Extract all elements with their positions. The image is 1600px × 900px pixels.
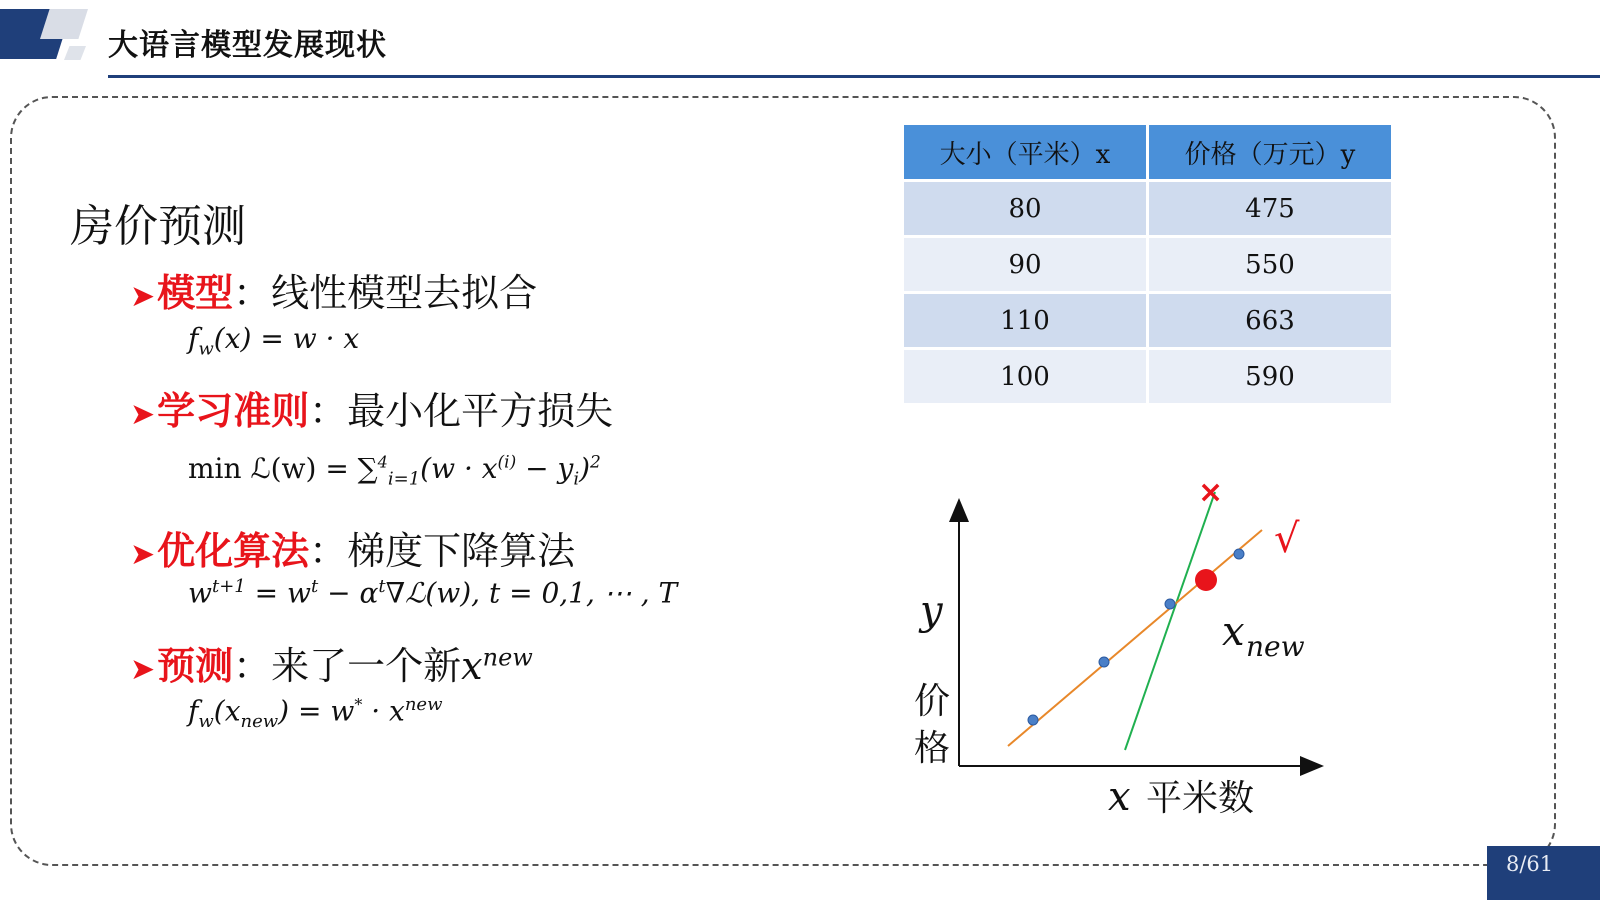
bullet-text: ：线性模型去拟合 [233, 271, 538, 315]
table-row [904, 182, 1394, 238]
page-number: 8/61 [1506, 852, 1554, 876]
arrow-bullet-icon: ➤ [130, 397, 156, 432]
table-header-price: 价格（万元）y [1149, 125, 1394, 182]
formula-model: $f_w(x) = w \cdot x$ [188, 322, 360, 360]
wrong-fit-line [1125, 492, 1215, 750]
bullet-keyword: 学习准则 [157, 389, 310, 433]
bullet-keyword: 优化算法 [157, 529, 310, 573]
x-axis-symbol: x [1108, 774, 1131, 820]
title-divider [108, 75, 1600, 78]
table-cell: 590 [1149, 350, 1394, 406]
right-mark-icon: √ [1274, 516, 1300, 562]
x-axis-label: 平米数 [1146, 778, 1255, 819]
table-cell: 550 [1149, 238, 1394, 294]
new-point-subscript: new [1246, 630, 1305, 663]
table-cell: 100 [904, 350, 1149, 406]
regression-illustration [900, 470, 1340, 830]
bullet-model [130, 262, 537, 317]
bullet-criterion [130, 380, 613, 435]
table-row [904, 350, 1394, 406]
data-point [1234, 549, 1244, 559]
data-point [1165, 599, 1175, 609]
bullet-keyword: 预测 [157, 644, 234, 688]
formula-predict: $f_w(x_{new}) = w^* \cdot x^{new}$ [188, 694, 443, 732]
new-point [1195, 569, 1217, 591]
y-axis-label-2: 格 [914, 728, 951, 769]
arrow-bullet-icon: ➤ [130, 652, 156, 687]
slide-title: 大语言模型发展现状 [108, 28, 387, 63]
arrow-bullet-icon: ➤ [130, 537, 156, 572]
bullet-text: ：梯度下降算法 [309, 529, 576, 573]
table-cell: 663 [1149, 294, 1394, 350]
bullet-keyword: 模型 [157, 271, 234, 315]
table-cell: 80 [904, 182, 1149, 238]
table-cell: 110 [904, 294, 1149, 350]
formula-gradient: $w^{t+1} = w^t$ − $\alpha^t\nabla ℒ(w)$, t = 0,1, ⋯ , T [188, 576, 678, 610]
y-axis-symbol: y [920, 588, 943, 634]
formula-loss: min ℒ(w) = $\sum^4_{i=1}(w \cdot x^{(i)} - y_i)^2$ [188, 452, 601, 490]
bullet-text: ：最小化平方损失 [309, 389, 614, 433]
bullet-text: ：来了一个新 [233, 644, 462, 688]
table-cell: 90 [904, 238, 1149, 294]
house-price-table [904, 125, 1394, 406]
data-point [1099, 657, 1109, 667]
table-row [904, 238, 1394, 294]
data-point [1028, 715, 1038, 725]
table-row [904, 294, 1394, 350]
new-point-label: x [1222, 609, 1245, 655]
logo-accent-small [64, 46, 86, 60]
table-header-row [904, 125, 1394, 182]
arrow-bullet-icon: ➤ [130, 279, 156, 314]
section-title: 房价预测 [70, 201, 246, 252]
wrong-mark-icon: × [1198, 475, 1224, 510]
y-axis-label-1: 价 [914, 681, 951, 722]
table-header-size: 大小（平米）x [904, 125, 1149, 182]
table-cell: 475 [1149, 182, 1394, 238]
bullet-predict: ➤预测：来了一个新$x^{new}$ [130, 643, 533, 688]
bullet-optimizer [130, 520, 575, 575]
